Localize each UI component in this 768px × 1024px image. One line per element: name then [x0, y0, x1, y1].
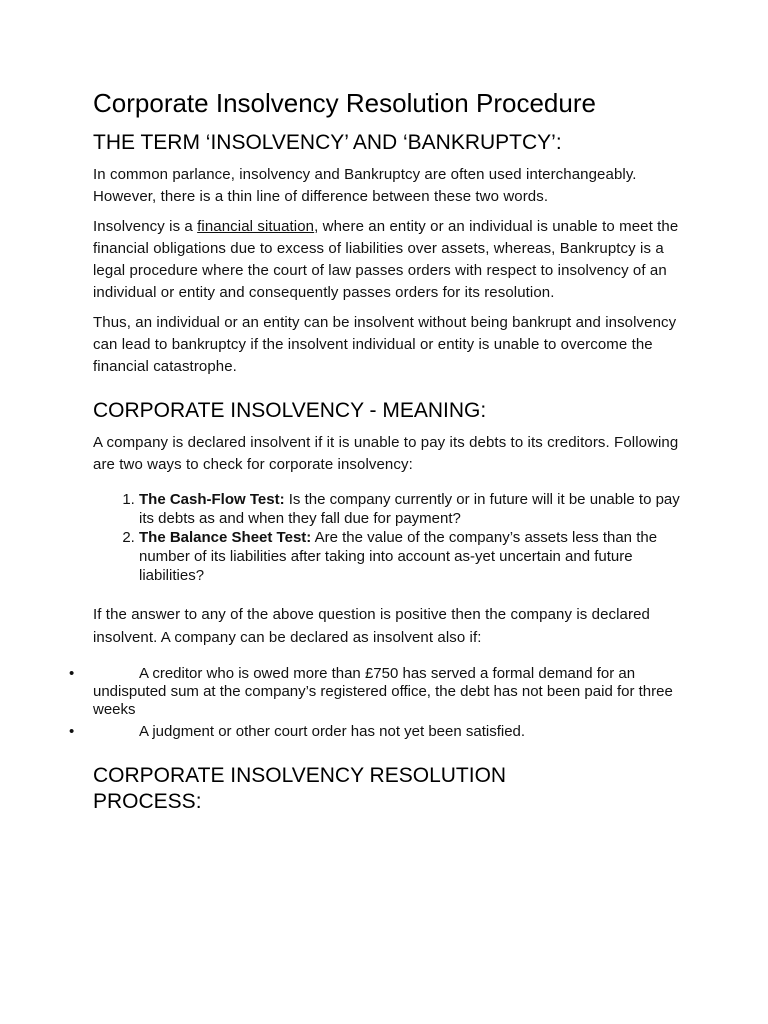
financial-situation-link[interactable]: financial situation	[197, 218, 315, 235]
test-label: The Cash-Flow Test:	[139, 491, 285, 508]
test-text: Are the value of the company’s assets less than the number of its liabilities after taking into account as-yet uncertain and future liabilities?	[139, 529, 658, 584]
bullet-text: A creditor who is owed more than £750 has served a formal demand for an undisputed sum at the company’s registered office, the debt has not been paid for three weeks	[93, 665, 673, 718]
list-item	[69, 665, 683, 719]
tests-list	[93, 490, 683, 585]
paragraph-meaning-intro: A company is declared insolvent if it is unable to pay its debts to its creditors. Following are two ways to check for corporate insolvency:	[93, 434, 679, 473]
section-heading-resolution-process: CORPORATE INSOLVENCY RESOLUTION PROCESS:	[93, 764, 507, 813]
paragraph-insolvency-definition	[93, 216, 683, 304]
bullet-text: A judgment or other court order has not yet been satisfied.	[139, 723, 526, 740]
paragraph-insolvent-vs-bankrupt: Thus, an individual or an entity can be insolvent without being bankrupt and insolvency can lead to bankruptcy if the insolvent individual or entity is unable to overcome the financial catastrophe.	[93, 314, 677, 375]
paragraph-text: Insolvency is a	[93, 218, 198, 235]
paragraph-common-parlance: In common parlance, insolvency and Bankruptcy are often used interchangeably. However, there is a thin line of difference between these two words.	[93, 166, 637, 205]
conditions-list	[69, 665, 683, 741]
document-title: Corporate Insolvency Resolution Procedure	[93, 88, 596, 118]
bullet-icon: •	[69, 723, 75, 740]
section-heading-meaning: CORPORATE INSOLVENCY - MEANING:	[93, 399, 487, 422]
document-page	[69, 86, 683, 823]
section-heading-insolvency-bankruptcy: THE TERM ‘INSOLVENCY’ AND ‘BANKRUPTCY’:	[93, 131, 562, 154]
list-item	[139, 528, 683, 585]
list-item	[69, 723, 683, 741]
paragraph-text: , where an entity or an individual is unable to meet the financial obligations due to excess of liabilities over assets, whereas, Bankruptcy is a legal procedure where the court of law passes orders with respect to insolvency of an individual or entity and consequently passes orders for its resolution.	[93, 218, 679, 301]
test-label: The Balance Sheet Test:	[139, 529, 312, 546]
bullet-icon: •	[69, 665, 75, 682]
list-item	[139, 490, 683, 528]
test-text: Is the company currently or in future will it be unable to pay its debts as and when they fall due for payment?	[139, 491, 680, 527]
paragraph-after-tests: If the answer to any of the above question is positive then the company is declared insolvent. A company can be declared as insolvent also if:	[93, 606, 650, 646]
